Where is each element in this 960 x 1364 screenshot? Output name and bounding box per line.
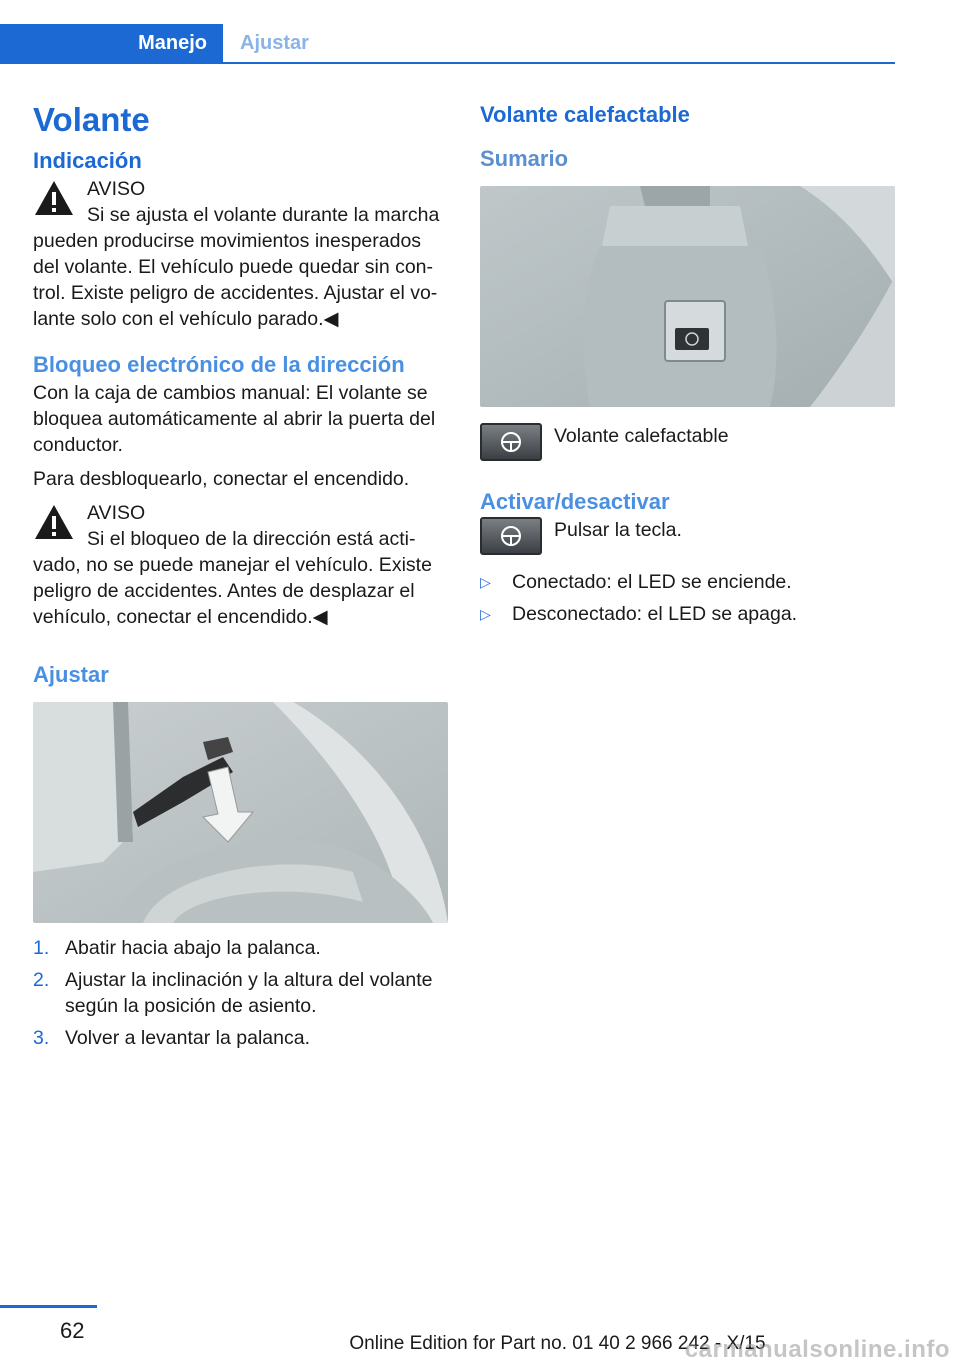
warning-text: Si el bloqueo de la dirección está acti-vado, no se puede manejar el vehículo. Existe peligro de accidentes. Antes de desplazar el vehículo, conectar el encendido.◀ (33, 528, 432, 628)
heated-wheel-caption: Volante calefactable (554, 425, 729, 447)
heated-wheel-caption-row (480, 423, 895, 461)
heated-steering-wheel-button-icon (480, 423, 542, 461)
left-column (33, 100, 448, 1057)
list-item: 2. Ajustar la inclinación y la altura del volante según la posición de asiento. (33, 969, 433, 1017)
warning-block-1 (33, 176, 448, 332)
heated-wheel-button-illustration (480, 186, 895, 407)
bloqueo-paragraph-2: Para desbloquearlo, conectar el encendido. (33, 468, 410, 490)
page-number: 62 (60, 1318, 85, 1343)
page-number-bar (0, 1305, 97, 1308)
bloqueo-paragraph-1: Con la caja de cambios manual: El volante se bloquea automáticamente al abrir la puerta del conductor. (33, 382, 436, 456)
sumario-heading: Sumario (480, 146, 569, 171)
list-item: ▷ Conectado: el LED se enciende. (480, 571, 792, 593)
warning-label: AVISO (87, 178, 146, 200)
indicacion-heading: Indicación (33, 148, 142, 173)
warning-label: AVISO (87, 502, 146, 524)
list-item: ▷ Desconectado: el LED se apaga. (480, 603, 798, 625)
ajustar-heading: Ajustar (33, 662, 109, 687)
edition-footer: Online Edition for Part no. 01 40 2 966 242 - X/15 (349, 1333, 766, 1354)
bullet-triangle-icon: ▷ (480, 574, 491, 590)
press-key-row (480, 517, 895, 555)
warning-text: Si se ajusta el volante durante la marcha pueden producirse movimientos inesperados del volante. El vehículo puede quedar sin con-trol. Existe peligro de accidentes. Ajustar el vo-lante solo con el vehículo parado.◀ (33, 204, 440, 330)
bullet-triangle-icon: ▷ (480, 606, 491, 622)
press-key-text: Pulsar la tecla. (554, 519, 682, 541)
tab-ajustar[interactable]: Ajustar (240, 31, 309, 54)
warning-triangle-icon (33, 178, 75, 220)
watermark: carmanualsonline.info (684, 1336, 950, 1363)
bloqueo-heading: Bloqueo electrónico de la dirección (33, 352, 405, 377)
activar-heading: Activar/desactivar (480, 489, 670, 514)
steering-lever-illustration (33, 702, 448, 923)
adjust-steps-list (33, 935, 448, 1051)
warning-triangle-icon (33, 502, 75, 544)
top-navigation-bar (0, 24, 895, 64)
warning-block-2 (33, 500, 448, 630)
heated-steering-wheel-button-icon (480, 517, 542, 555)
list-item: 1. Abatir hacia abajo la palanca. (33, 937, 321, 959)
led-status-list (480, 569, 895, 627)
heated-wheel-title: Volante calefactable (480, 102, 690, 127)
list-item: 3. Volver a levantar la palanca. (33, 1027, 310, 1049)
page-title: Volante (33, 101, 150, 138)
right-column (480, 100, 895, 633)
tab-manejo[interactable]: Manejo (0, 24, 223, 62)
